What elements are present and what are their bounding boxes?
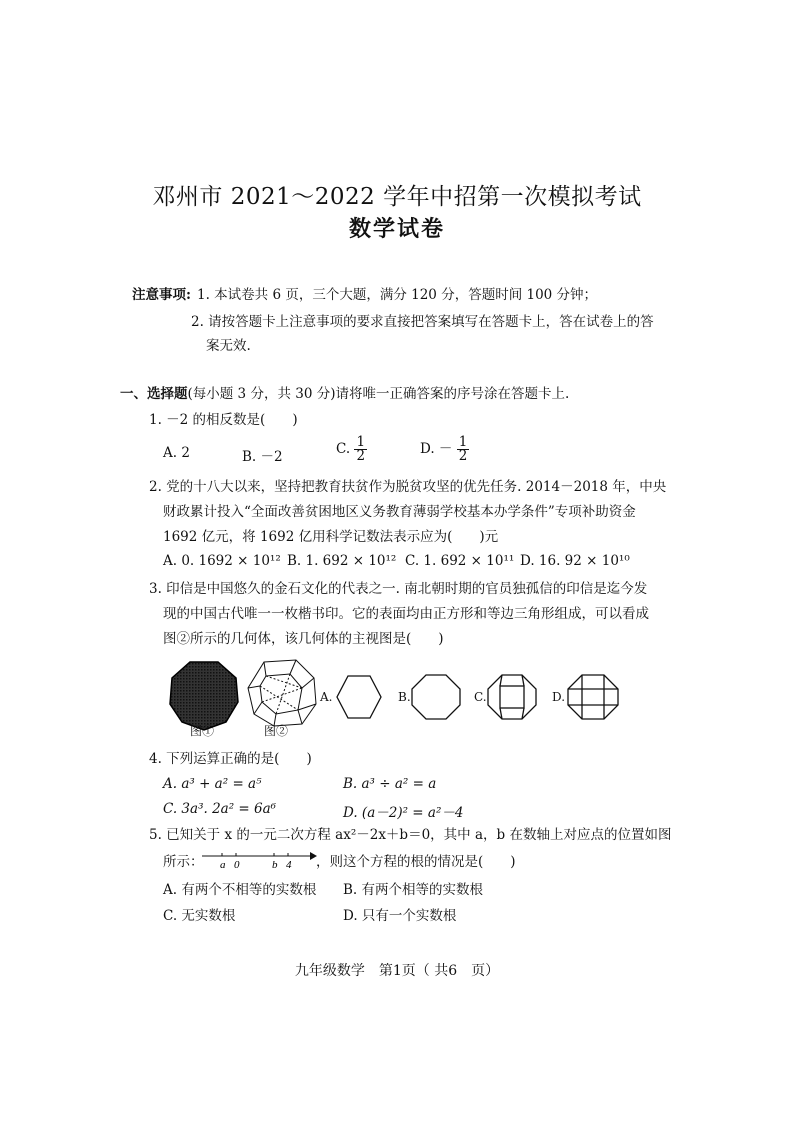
q5-option-b: B. 有两个相等的实数根 bbox=[343, 882, 484, 898]
q2-option-c: C. 1. 692 × 10¹¹ bbox=[405, 553, 515, 569]
figure-1-label: 图① bbox=[190, 724, 215, 738]
q1-d-num: 1 bbox=[458, 434, 468, 450]
q1-d-den: 2 bbox=[458, 448, 468, 464]
q1-stem: 1. －2 的相反数是( ) bbox=[149, 412, 298, 428]
q4-option-b: B. a³ ÷ a² = a bbox=[343, 776, 437, 792]
q3-option-a-label: A. bbox=[320, 690, 333, 704]
q4-stem: 4. 下列运算正确的是( ) bbox=[149, 751, 312, 767]
figure-2-label: 图② bbox=[264, 724, 289, 738]
q4-option-d: D. (a－2)² = a²－4 bbox=[343, 805, 464, 821]
q3-option-b-octagon bbox=[410, 672, 462, 722]
q5-axis-a: a bbox=[220, 859, 226, 871]
q3-option-a-hexagon bbox=[334, 672, 384, 722]
q5-axis-b: b bbox=[272, 859, 278, 871]
q1-option-d bbox=[420, 436, 469, 463]
q5-line-1: 5. 已知关于 x 的一元二次方程 ax²－2x＋b＝0，其中 a，b 在数轴上对应点的位置如图 bbox=[149, 827, 672, 843]
q3-option-d-label: D. bbox=[552, 690, 566, 704]
q5-option-a: A. 有两个不相等的实数根 bbox=[163, 882, 317, 898]
q5-line-2-post: ，则这个方程的根的情况是( ) bbox=[316, 854, 516, 870]
q3-option-b-label: B. bbox=[398, 690, 411, 704]
q5-axis-4: 4 bbox=[286, 859, 292, 871]
q1-option-a: A. 2 bbox=[163, 445, 190, 461]
q3-option-c-octagon-square bbox=[486, 672, 538, 722]
q1-d-prefix: D. － bbox=[420, 441, 453, 457]
exam-subtitle: 数学试卷 bbox=[348, 216, 445, 242]
q2-option-a: A. 0. 1692 × 10¹² bbox=[163, 553, 281, 569]
section-title: 一、选择题 bbox=[120, 386, 188, 402]
q5-line-2-pre: 所示： bbox=[163, 854, 204, 870]
notice-line-2b: 案无效. bbox=[206, 338, 251, 354]
q1-option-b: B. －2 bbox=[242, 449, 283, 465]
q5-axis-0: 0 bbox=[234, 859, 240, 871]
q1-c-prefix: C. bbox=[336, 441, 351, 457]
q3-line-3: 图②所示的几何体，该几何体的主视图是( ) bbox=[163, 631, 444, 647]
q3-line-1: 3. 印信是中国悠久的金石文化的代表之一. 南北朝时期的官员独孤信的印信是迄今发 bbox=[149, 581, 648, 597]
q1-c-num: 1 bbox=[356, 434, 366, 450]
q5-option-c: C. 无实数根 bbox=[163, 908, 236, 924]
q3-line-2: 现的中国古代唯一一枚楷书印。它的表面均由正方形和等边三角形组成，可以看成 bbox=[163, 606, 649, 622]
section-heading bbox=[120, 385, 569, 403]
q2-line-1: 2. 党的十八大以来，坚持把教育扶贫作为脱贫攻坚的优先任务. 2014－2018 年，中央 bbox=[149, 479, 667, 495]
figure-2-polyhedron bbox=[244, 658, 320, 730]
exam-title: 邓州市 2021～2022 学年中招第一次模拟考试 bbox=[152, 184, 642, 210]
q1-c-fraction bbox=[354, 436, 367, 463]
section-desc: (每小题 3 分，共 30 分)请将唯一正确答案的序号涂在答题卡上. bbox=[187, 386, 570, 402]
page-footer: 九年级数学 第1页（ 共6 页） bbox=[294, 963, 500, 979]
q3-option-d-octagon-grid bbox=[566, 672, 620, 722]
q5-option-d: D. 只有一个实数根 bbox=[343, 908, 457, 924]
notice-line-1: 1. 本试卷共 6 页，三个大题，满分 120 分，答题时间 100 分钟； bbox=[197, 287, 598, 303]
q4-option-a: A. a³ + a² = a⁵ bbox=[163, 776, 262, 792]
q2-option-d: D. 16. 92 × 10¹⁰ bbox=[520, 553, 630, 569]
notice-label: 注意事项: bbox=[132, 287, 191, 303]
q1-c-den: 2 bbox=[356, 448, 366, 464]
notice-line-2a: 2. 请按答题卡上注意事项的要求直接把答案填写在答题卡上，答在试卷上的答 bbox=[191, 314, 654, 330]
q3-option-c-label: C. bbox=[474, 690, 487, 704]
q2-line-2: 财政累计投入“全面改善贫困地区义务教育薄弱学校基本办学条件”专项补助资金 bbox=[163, 504, 636, 520]
q1-d-fraction bbox=[457, 436, 470, 463]
q1-option-c bbox=[336, 436, 367, 463]
q2-line-3: 1692 亿元，将 1692 亿用科学记数法表示应为( )元 bbox=[163, 529, 499, 545]
q5-number-line bbox=[200, 848, 318, 874]
q4-option-c: C. 3a³. 2a² = 6a⁶ bbox=[163, 801, 277, 817]
q2-option-b: B. 1. 692 × 10¹² bbox=[287, 553, 397, 569]
